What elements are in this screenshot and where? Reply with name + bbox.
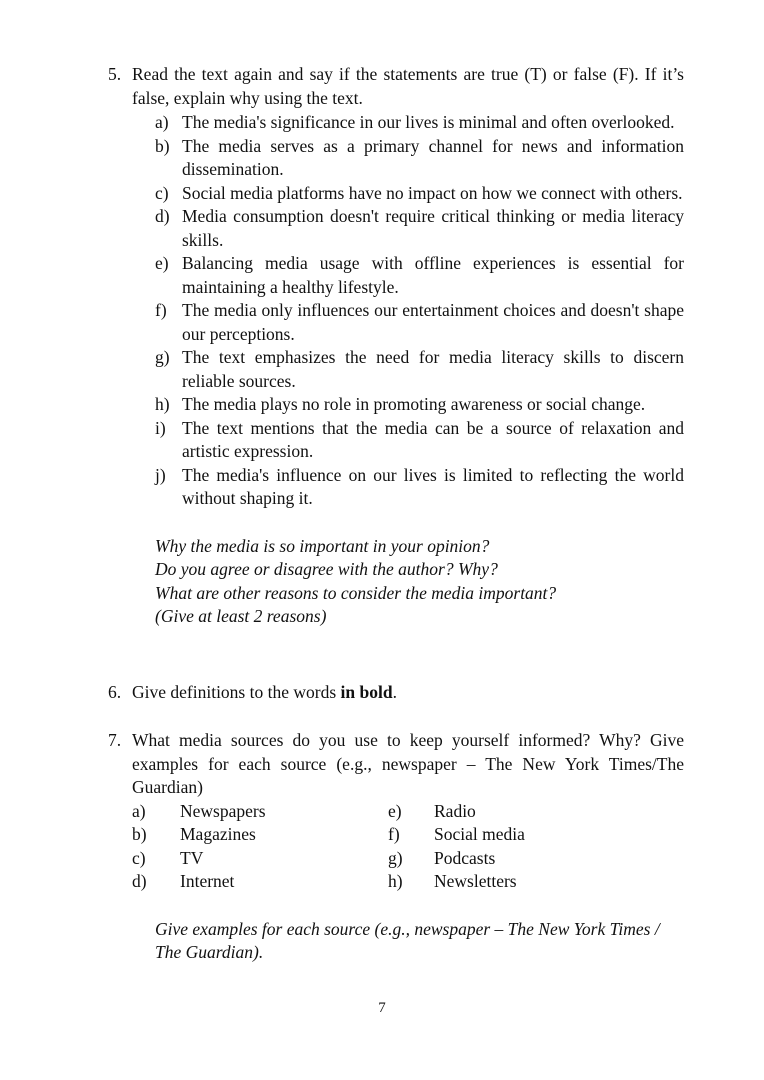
bold-phrase: in bold (340, 682, 393, 702)
question-5 (108, 63, 684, 629)
statement-item: a) The media's significance in our lives is minimal and often overlooked. (155, 112, 675, 132)
statement-item: b) The media serves as a primary channel for news and information dissemination. (155, 135, 684, 179)
discussion-question: What are other reasons to consider the media important? (155, 582, 557, 603)
discussion-question: Why the media is so important in your opinion? (155, 535, 490, 556)
question-6 (108, 681, 684, 705)
question-6-text: Give definitions to the words in bold. (132, 682, 397, 702)
examples-note (155, 918, 684, 965)
statement-item: c) Social media platforms have no impact on how we connect with others. (155, 182, 683, 203)
question-5-statements (108, 111, 684, 511)
statement-item: e) Balancing media usage with offline experiences is essential for maintaining a healthy lifestyle. (155, 253, 684, 297)
discussion-question: (Give at least 2 reasons) (155, 606, 327, 626)
statement-item: i) The text mentions that the media can be a source of relaxation and artistic expression. (155, 417, 684, 461)
discussion-questions (155, 535, 684, 629)
question-7-text: What media sources do you use to keep yourself informed? Why? Give examples for each source (e.g., newspaper – The New York Times/The Guardian) (132, 730, 684, 797)
question-7 (108, 729, 684, 965)
question-5-text: Read the text again and say if the statements are true (T) or false (F). If it’s false, explain why using the text. (132, 64, 684, 108)
statement-item: f) The media only influences our entertainment choices and doesn't shape our perceptions. (155, 300, 684, 344)
page-number: 7 (378, 1000, 386, 1016)
media-sources-grid: a) Newspapers b) Magazines c) TV d) Internet e) Radio f) Social media g) Podcasts h) Newsletters (132, 800, 525, 891)
question-7-number: 7. (108, 730, 122, 750)
question-5-number: 5. (108, 64, 122, 84)
statement-item: j) The media's influence on our lives is limited to reflecting the world without shaping it. (155, 464, 684, 508)
statement-item: h) The media plays no role in promoting awareness or social change. (155, 394, 646, 414)
statement-item: d) Media consumption doesn't require critical thinking or media literacy skills. (155, 206, 684, 250)
question-6-number: 6. (108, 682, 122, 702)
statement-item: g) The text emphasizes the need for media literacy skills to discern reliable sources. (155, 347, 684, 391)
discussion-question: Do you agree or disagree with the author? Why? (155, 559, 498, 579)
examples-note-line: The Guardian). (155, 942, 264, 962)
examples-note-line: Give examples for each source (e.g., newspaper – The New York Times / (155, 918, 660, 939)
